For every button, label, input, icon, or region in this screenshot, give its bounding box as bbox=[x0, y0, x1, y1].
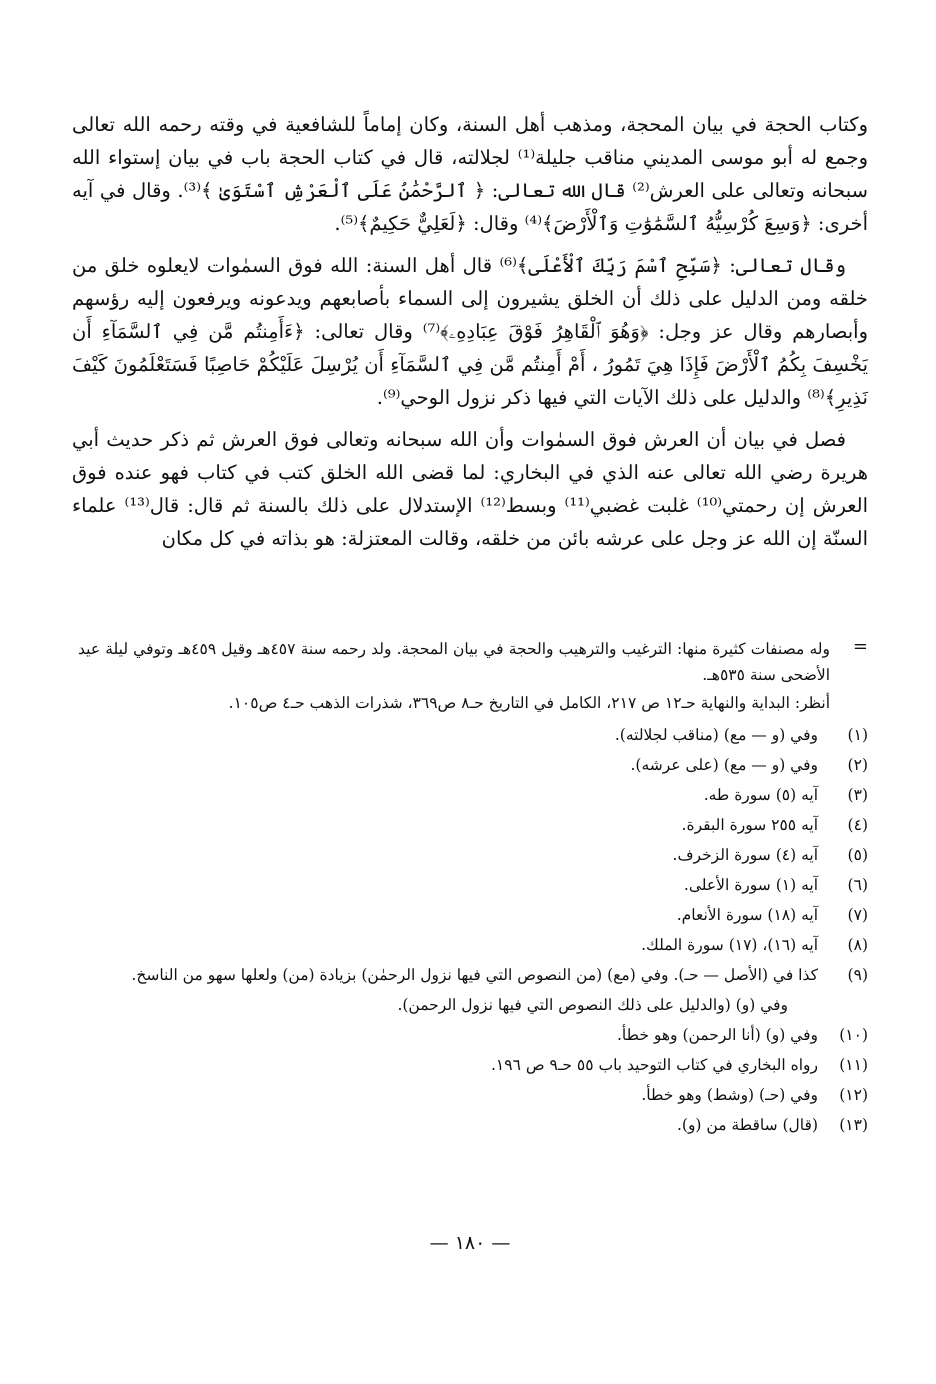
footnote-item bbox=[72, 722, 868, 748]
footnote-number: (٤) bbox=[847, 816, 868, 834]
footnote-text: (قال) ساقطة من (و). bbox=[676, 1116, 818, 1134]
footnote-text: وفي (و — مع) (على عرشه). bbox=[630, 756, 818, 774]
footnote-number: (٩) bbox=[847, 966, 868, 984]
footnote-item bbox=[72, 932, 868, 958]
footnote-text: آيه (١٦)، (١٧) سورة الملك. bbox=[641, 936, 818, 954]
paragraph-1: وكتاب الحجة في بيان المحجة، ومذهب أهل السنة، وكان إماماً للشافعية في وقته رحمه الله تعالى وجمع له أبو موسى المديني مناقب جليلة⁽¹⁾ لجلالته، قال في كتاب الحجة باب في بيان إستواء الله سبحانه وتعالى على العرش⁽²⁾ قال الله تعالى: ﴿ ٱلرَّحْمَٰنُ عَلَى ٱلْعَرْشِ ٱسْتَوَىٰ ﴾⁽³⁾. وقال في آيه أخرى: ﴿وَسِعَ كُرْسِيُّهُ ٱلسَّمَٰوَٰتِ وَٱلْأَرْضَ﴾⁽⁴⁾ وقال: ﴿لَعَلِيٌّ حَكِيمٌ﴾⁽⁵⁾. bbox=[72, 113, 868, 235]
footnote-text: آيه (٤) سورة الزخرف. bbox=[672, 846, 818, 864]
footnote-number: (١٣) bbox=[839, 1116, 868, 1134]
paragraph-2: وقال تعالى: ﴿سَبِّحِ ٱسْمَ رَبِّكَ ٱلْأَعْلَى﴾⁽⁶⁾ قال أهل السنة: الله فوق السمٰوات لايعلوه خلق من خلقه ومن الدليل على ذلك أن الخلق يشيرون إلى السماء بأصابعهم ويدعونه ويرفعون إليه رؤسهم وأبصارهم وقال عز وجل: ﴿وَهُوَ ٱلْقَاهِرُ فَوْقَ عِبَادِهِۦ﴾⁽⁷⁾ وقال تعالى: ﴿ءَأَمِنتُم مَّن فِي ٱلسَّمَآءِ أَن يَخْسِفَ بِكُمُ ٱلْأَرْضَ فَإِذَا هِيَ تَمُورُ ، أَمْ أَمِنتُم مَّن فِي ٱلسَّمَآءِ أَن يُرْسِلَ عَلَيْكُمْ حَاصِبًا فَسَتَعْلَمُونَ كَيْفَ نَذِيرِ﴾⁽⁸⁾ والدليل على ذلك الآيات التي فيها ذكر نزول الوحي⁽⁹⁾. bbox=[72, 254, 868, 409]
footnotes bbox=[72, 636, 868, 1142]
paragraph-3: فصل في بيان أن العرش فوق السمٰوات وأن الله سبحانه وتعالى فوق العرش ثم ذكر حديث أبي هريرة رضي الله تعالى عنه الذي في البخاري: لما قضى الله الخلق كتب في كتاب فهو عنده فوق العرش إن رحمتي⁽¹⁰⁾ غلبت غضبي⁽¹¹⁾ وبسط⁽¹²⁾ الإستدلال على ذلك بالسنة ثم قال: قال⁽¹³⁾ علماء السنّة إن الله عز وجل على عرشه بائن من خلقه، وقالت المعتزلة: هو بذاته في كل مكان bbox=[72, 428, 869, 550]
continuation-mark: = bbox=[852, 636, 868, 657]
footnote-number: (٨) bbox=[847, 936, 868, 954]
footnote-item bbox=[72, 752, 868, 778]
page-number: — ١٨٠ — bbox=[429, 1232, 511, 1254]
footnote-text: رواه البخاري في كتاب التوحيد باب ٥٥ حـ٩ ص ١٩٦. bbox=[490, 1056, 818, 1074]
footnote-number: (١١) bbox=[839, 1056, 868, 1074]
footnote-subtext: وفي (و) (والدليل على ذلك النصوص التي فيها نزول الرحمن). bbox=[397, 996, 788, 1014]
footnote-text: آيه (٥) سورة طه. bbox=[703, 786, 818, 804]
footnote-text: وفي (و) (أنا الرحمن) وهو خطأ. bbox=[616, 1026, 818, 1044]
footnote-continuation bbox=[72, 636, 868, 688]
footnote-text: آيه (١٨) سورة الأنعام. bbox=[676, 906, 818, 924]
footnote-number: (١٠) bbox=[839, 1026, 868, 1044]
footnote-item bbox=[72, 812, 868, 838]
footnote-item bbox=[72, 962, 868, 1018]
main-text bbox=[72, 108, 868, 555]
footnote-text: آيه ٢٥٥ سورة البقرة. bbox=[681, 816, 818, 834]
footnote-text: آيه (١) سورة الأعلى. bbox=[683, 876, 818, 894]
footnote-text: وفي (حـ) (وشط) وهو خطأ. bbox=[641, 1086, 818, 1104]
footnote-number: (٣) bbox=[847, 786, 868, 804]
footnote-number: (٧) bbox=[847, 906, 868, 924]
footnote-item bbox=[72, 1082, 868, 1108]
footnote-number: (١) bbox=[847, 726, 868, 744]
footnote-text-wrapper bbox=[72, 962, 822, 1018]
footnote-text: كذا في (الأصل — حـ). وفي (مع) (من النصوص التي فيها نزول الرحمٰن) بزيادة (من) ولعلها سهو من الناسخ. bbox=[131, 966, 818, 984]
footnote-item bbox=[72, 782, 868, 808]
footnote-source: أنظر: البداية والنهاية حـ١٢ ص ٢١٧، الكامل في التاريخ حـ٨ ص٣٦٩، شذرات الذهب حـ٤ ص١٠٥. bbox=[228, 694, 830, 712]
footnote-text: وفي (و — مع) (مناقب لجلالته). bbox=[614, 726, 818, 744]
footnote-item bbox=[72, 1052, 868, 1078]
footnote-number: (٥) bbox=[847, 846, 868, 864]
footnote-item bbox=[72, 1112, 868, 1138]
footnote-item bbox=[72, 872, 868, 898]
footnote-list bbox=[72, 722, 868, 1138]
continuation-text: وله مصنفات كثيرة منها: الترغيب والترهيب والحجة في بيان المحجة. ولد رحمه سنة ٤٥٧هـ وقيل ٤٥٩هـ وتوفي ليلة عيد الأضحى سنة ٥٣٥هـ. bbox=[78, 640, 830, 684]
book-page bbox=[72, 108, 868, 1298]
footnote-number: (٢) bbox=[847, 756, 868, 774]
footnote-number: (١٢) bbox=[839, 1086, 868, 1104]
footnote-item bbox=[72, 842, 868, 868]
footnote-number: (٦) bbox=[847, 876, 868, 894]
footnote-item bbox=[72, 1022, 868, 1048]
footnote-item bbox=[72, 902, 868, 928]
